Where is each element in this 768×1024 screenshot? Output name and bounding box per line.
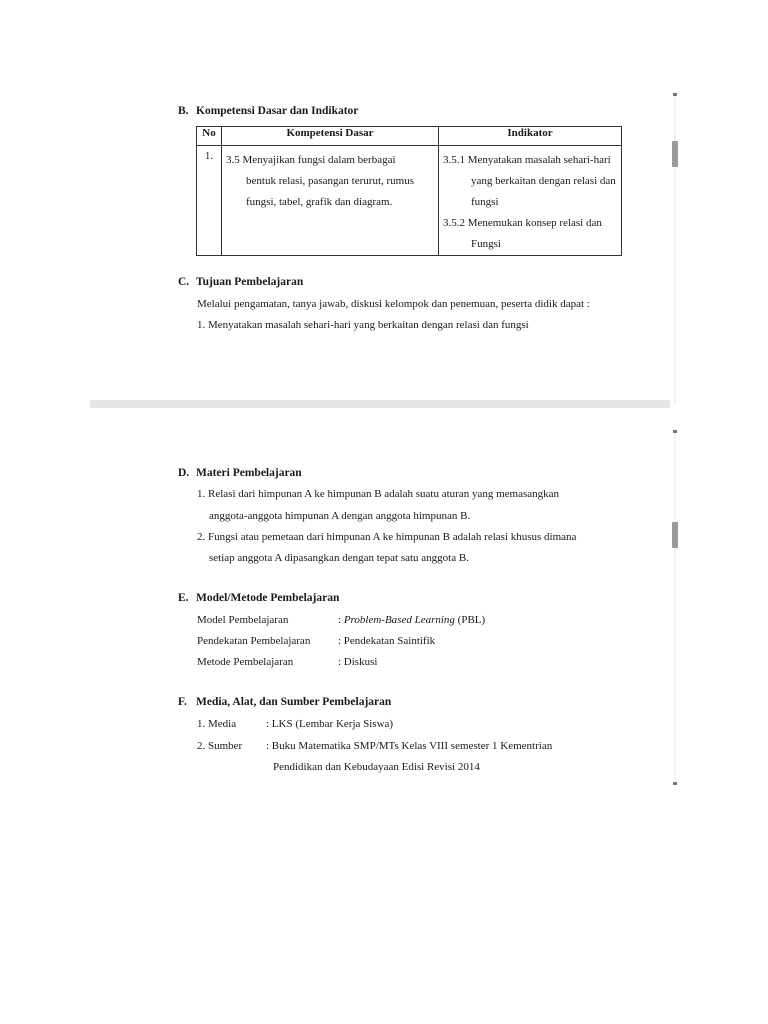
model-row: Model Pembelajaran : Problem-Based Learning (PBL) xyxy=(197,614,486,626)
metode-row: Metode Pembelajaran : Diskusi xyxy=(197,656,378,668)
cell-indikator: 3.5.1 Menyatakan masalah sehari-hari yang berkaitan dengan relasi dan fungsi 3.5.2 Menemukan konsep relasi dan Fungsi xyxy=(439,146,622,256)
scroll-up-arrow-icon[interactable] xyxy=(673,430,677,433)
section-f-heading: F. Media, Alat, dan Sumber Pembelajaran xyxy=(178,696,392,708)
scrollbar-track xyxy=(674,430,676,785)
section-e-heading: E. Model/Metode Pembelajaran xyxy=(178,592,340,604)
section-d-item-2-line-1: 2. Fungsi atau pemetaan dari himpunan A ke himpunan B adalah relasi khusus dimana xyxy=(197,531,577,543)
kompetensi-table xyxy=(196,126,622,256)
page-divider xyxy=(90,400,670,408)
scrollbar-thumb[interactable] xyxy=(672,522,678,548)
document-page-1 xyxy=(90,90,670,400)
header-indikator: Indikator xyxy=(439,127,622,146)
scrollbar-thumb[interactable] xyxy=(672,141,678,167)
scrollbar-track xyxy=(674,93,676,403)
scroll-down-arrow-icon[interactable] xyxy=(673,782,677,785)
cell-no: 1. xyxy=(197,146,222,256)
section-b-heading: B. Kompetensi Dasar dan Indikator xyxy=(178,105,359,117)
cell-kompetensi: 3.5 Menyajikan fungsi dalam berbagai bentuk relasi, pasangan terurut, rumus fungsi, tabel, grafik dan diagram. xyxy=(222,146,439,256)
section-d-heading: D. Materi Pembelajaran xyxy=(178,467,302,479)
header-kompetensi: Kompetensi Dasar xyxy=(222,127,439,146)
section-d-item-2-line-2: setiap anggota A dipasangkan dengan tepat satu anggota B. xyxy=(209,552,469,564)
page-1-scrollbar[interactable] xyxy=(672,93,678,403)
section-d-item-1-line-1: 1. Relasi dari himpunan A ke himpunan B adalah suatu aturan yang memasangkan xyxy=(197,488,559,500)
section-c-intro: Melalui pengamatan, tanya jawab, diskusi kelompok dan penemuan, peserta didik dapat : xyxy=(197,298,590,310)
section-c-item-1: 1. Menyatakan masalah sehari-hari yang berkaitan dengan relasi dan fungsi xyxy=(197,319,529,331)
document-page-2 xyxy=(90,430,670,790)
media-row: 1. Media : LKS (Lembar Kerja Siswa) xyxy=(197,718,394,730)
sumber-row-line-2: Pendidikan dan Kebudayaan Edisi Revisi 2014 xyxy=(273,761,480,773)
section-c-heading: C. Tujuan Pembelajaran xyxy=(178,276,304,288)
header-no: No xyxy=(197,127,222,146)
table-row xyxy=(197,146,622,256)
table-header-row xyxy=(197,127,622,146)
pendekatan-row: Pendekatan Pembelajaran : Pendekatan Saintifik xyxy=(197,635,436,647)
scroll-up-arrow-icon[interactable] xyxy=(673,93,677,96)
section-d-item-1-line-2: anggota-anggota himpunan A dengan anggota himpunan B. xyxy=(209,510,471,522)
sumber-row: 2. Sumber : Buku Matematika SMP/MTs Kelas VIII semester 1 Kementrian xyxy=(197,740,553,752)
page-2-scrollbar[interactable] xyxy=(672,430,678,785)
